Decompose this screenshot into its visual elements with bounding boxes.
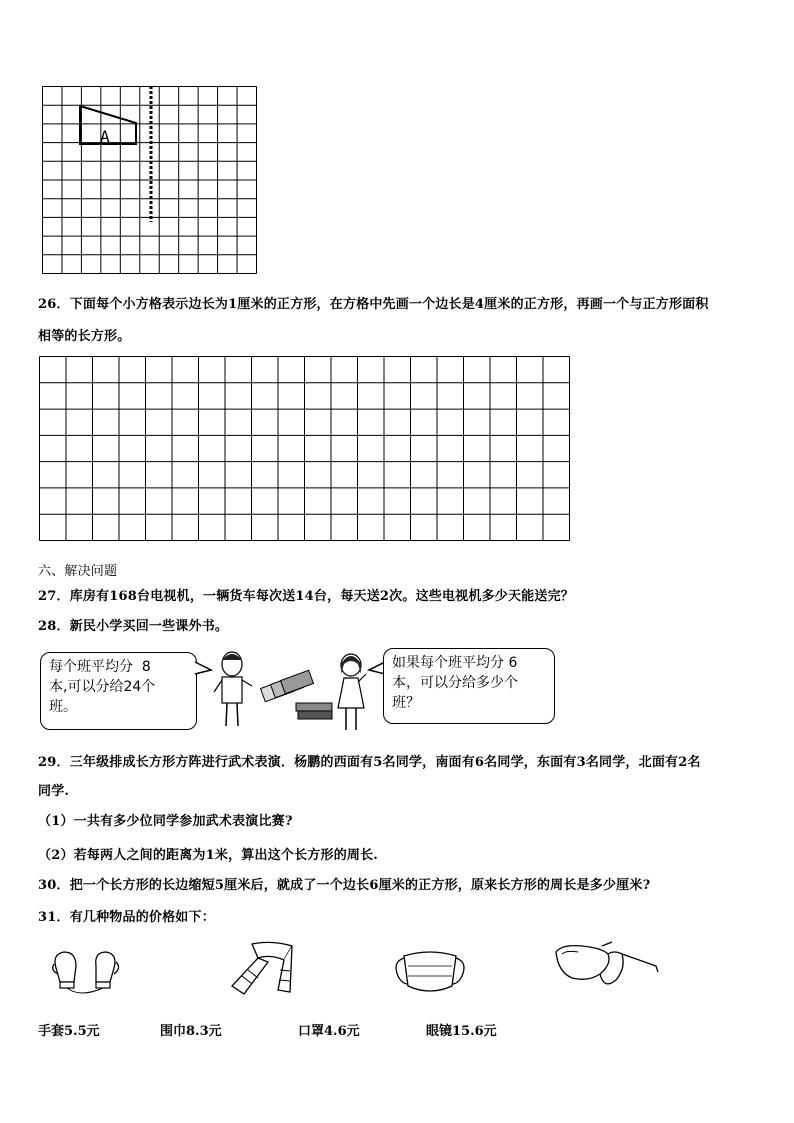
shape-a-label: A — [100, 127, 110, 146]
q29-sub2: （2）若每两人之间的距离为1米，算出这个长方形的周长. — [38, 848, 379, 863]
item-name: 口罩 — [298, 1024, 325, 1039]
gloves-icon — [50, 946, 130, 998]
q30-text: 30．把一个长方形的长边缩短5厘米后，就成了一个边长6厘米的正方形，原来长方形的周长是多少厘米? — [38, 878, 651, 893]
q31-text: 31．有几种物品的价格如下： — [38, 910, 215, 925]
price-glasses — [426, 1020, 497, 1039]
boy-figure-icon — [212, 650, 252, 730]
books-icon — [260, 665, 335, 725]
symmetry-grid — [42, 86, 258, 276]
q27-text: 27．库房有168台电视机，一辆货车每次送14台，每天送2次。这些电视机多少天能送完？ — [38, 589, 574, 604]
speech-bubble-left-text: 每个班平均分 8 本,可以分给24个 班。 — [49, 659, 156, 715]
q26-line1: 26．下面每个小方格表示边长为1厘米的正方形，在方格中先画一个边长是4厘米的正方形，再画一个与正方形面积 — [38, 297, 709, 312]
item-price: 15.6元 — [452, 1024, 497, 1039]
q29-line1: 29．三年级排成长方形方阵进行武术表演．杨鹏的西面有5名同学，南面有6名同学，东面有3名同学，北面有2名 — [38, 755, 701, 770]
item-price: 4.6元 — [324, 1024, 360, 1039]
section-title: 六、解决问题 — [38, 564, 118, 579]
speech-bubble-right — [383, 648, 555, 724]
item-name: 手套 — [38, 1024, 65, 1039]
q29-line2: 同学. — [38, 784, 70, 799]
scarf-icon — [222, 940, 302, 1000]
drawing-grid — [39, 356, 571, 542]
speech-bubble-right-text: 如果每个班平均分 6 本，可以分给多少个 班？ — [392, 655, 518, 711]
q29-sub1: （1）一共有多少位同学参加武术表演比赛? — [38, 814, 293, 829]
price-gloves — [38, 1020, 100, 1039]
mask-icon — [390, 940, 470, 1000]
glasses-icon — [552, 940, 662, 995]
item-name: 围巾 — [160, 1024, 187, 1039]
speech-bubble-left — [40, 652, 197, 730]
price-mask — [298, 1020, 360, 1039]
q28-text: 28．新民小学买回一些课外书。 — [38, 619, 229, 634]
price-scarf — [160, 1020, 222, 1039]
q26-line2: 相等的长方形。 — [38, 329, 131, 344]
girl-figure-icon — [334, 652, 368, 734]
item-price: 8.3元 — [186, 1024, 222, 1039]
item-name: 眼镜 — [426, 1024, 453, 1039]
item-price: 5.5元 — [64, 1024, 100, 1039]
